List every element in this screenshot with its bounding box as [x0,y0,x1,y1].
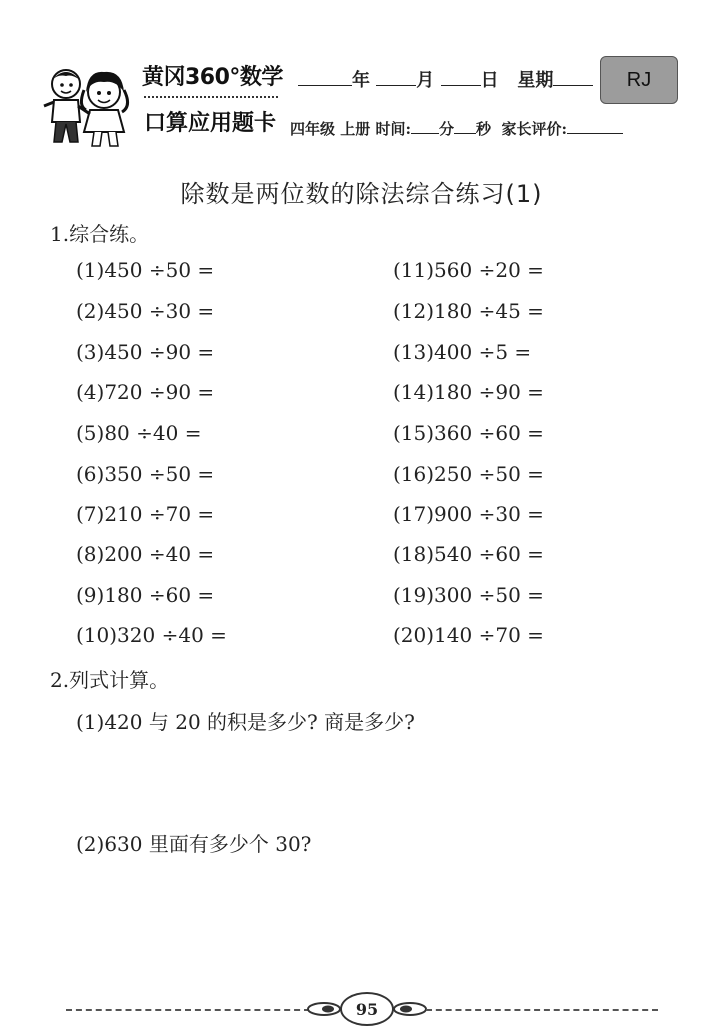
problem-item: (14)180 ÷90 = [393,380,544,404]
problem-item: (4)720 ÷90 = [76,380,215,404]
month-blank[interactable] [376,69,416,86]
problem-item: (17)900 ÷30 = [393,502,544,526]
year-label: 年 [352,70,370,91]
leaf-ornament-icon [306,1001,342,1017]
day-blank[interactable] [441,69,481,86]
grade-label: 四年级 上册 [290,120,371,138]
page-footer [0,992,723,1026]
info-line [290,118,623,139]
time-label: 时间: [375,120,412,138]
section2-heading: 2.列式计算。 [50,668,170,692]
worksheet-title: 除数是两位数的除法综合练习(1) [180,180,543,208]
brand-subtitle: 口算应用题卡 [144,111,277,136]
edition-badge: RJ [600,56,678,104]
problem-item: (9)180 ÷60 = [76,583,215,607]
seconds-label: 秒 [476,120,492,138]
problem-item: (2)450 ÷30 = [76,299,215,323]
minutes-label: 分 [439,120,455,138]
footer-dash-left [66,1009,310,1011]
problem-item: (13)400 ÷5 = [393,340,532,364]
section1-heading: 1.综合练。 [50,222,150,246]
parent-eval-blank[interactable] [567,120,623,134]
page-number: 95 [340,992,394,1026]
weekday-label: 星期 [517,70,554,91]
brand-divider [144,96,278,98]
parent-eval-label: 家长评价: [501,120,568,138]
problem-item: (8)200 ÷40 = [76,542,215,566]
problem-item: (15)360 ÷60 = [393,421,544,445]
problem-item: (10)320 ÷40 = [76,623,227,647]
seconds-blank[interactable] [454,120,476,134]
brand-title: 黄冈360°数学 [142,65,283,90]
word-problem-2: (2)630 里面有多少个 30? [76,832,312,856]
day-label: 日 [480,70,499,91]
problem-item: (20)140 ÷70 = [393,623,544,647]
problem-item: (3)450 ÷90 = [76,340,215,364]
problem-item: (7)210 ÷70 = [76,502,215,526]
problem-item: (16)250 ÷50 = [393,462,544,486]
problem-item: (1)450 ÷50 = [76,258,215,282]
year-blank[interactable] [298,69,352,86]
problem-item: (5)80 ÷40 = [76,421,202,445]
children-mascot-icon [40,66,136,150]
footer-dash-right [426,1009,658,1011]
problem-item: (6)350 ÷50 = [76,462,215,486]
leaf-ornament-icon [392,1001,428,1017]
weekday-blank[interactable] [553,69,593,86]
date-line [298,66,593,92]
problem-item: (18)540 ÷60 = [393,542,544,566]
month-label: 月 [416,70,435,91]
problem-item: (11)560 ÷20 = [393,258,544,282]
page-header [0,0,723,160]
minutes-blank[interactable] [411,120,439,134]
problem-item: (19)300 ÷50 = [393,583,544,607]
problem-item: (12)180 ÷45 = [393,299,544,323]
word-problem-1: (1)420 与 20 的积是多少? 商是多少? [76,710,415,734]
